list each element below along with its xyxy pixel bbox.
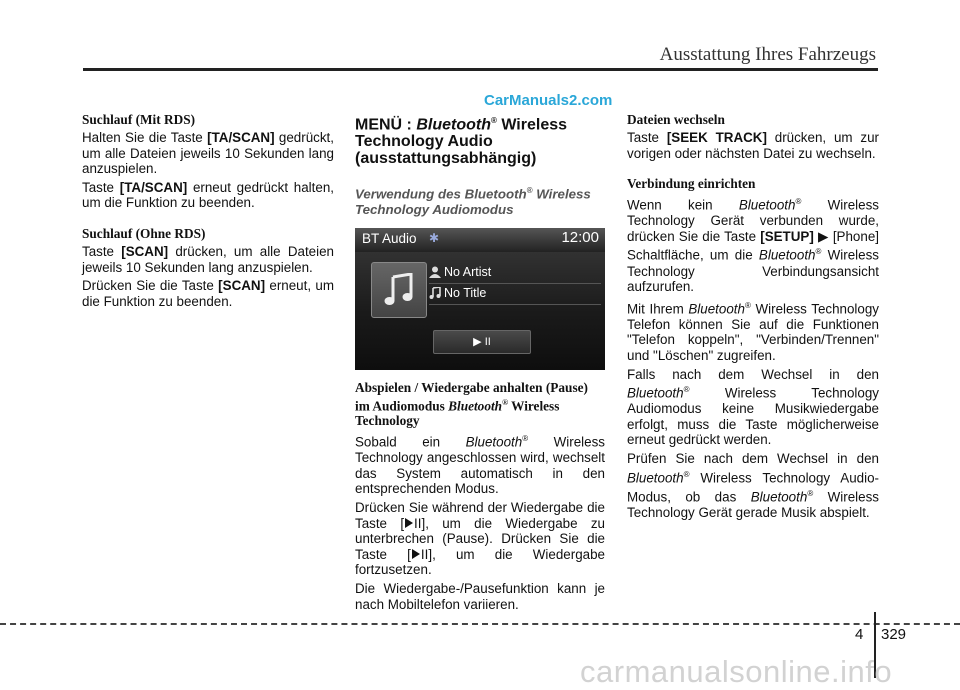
column-2 [355,112,605,615]
paragraph: Prüfen Sie nach dem Wechsel in den Bluetooth® Wireless Technology Audio-Modus, ob das Bluetooth® Wireless Technology Gerät gerade Musik abspielt. [627,450,879,520]
paragraph: Taste [SCAN] drücken, um alle Dateien jeweils 10 Sekunden lang anzuspielen. [82,243,334,275]
title-row: No Title [429,286,486,302]
heading-play-pause: Abspielen / Wiedergabe anhalten (Pause) im Audiomodus Bluetooth® Wireless Technology [355,379,588,429]
column-1 [82,112,334,312]
paragraph: Halten Sie die Taste [TA/SCAN] gedrückt, um alle Dateien jeweils 10 Sekunden lang anzuspielen. [82,130,334,177]
footer-dashed-rule [0,623,960,625]
page-number: 329 [881,626,907,643]
play-icon [405,518,413,528]
paragraph: Drücken Sie die Taste [SCAN] erneut, um die Funktion zu beenden. [82,278,334,309]
paragraph: Taste [SEEK TRACK] drücken, um zur vorigen oder nächsten Datei zu wechseln. [627,130,879,161]
play-icon [412,549,420,559]
paragraph: Drücken Sie während der Wiedergabe die Taste [ II], um die Wiedergabe zu unterbrechen (Pause). Drücken Sie die Taste [ II], um die Wiedergabe fortzusetzen. [355,500,605,578]
screen-title: BT Audio [362,230,417,246]
heading-suchlauf-ohne-rds: Suchlauf (Ohne RDS) [82,225,206,241]
paragraph: Mit Ihrem Bluetooth® Wireless Technology Telefon können Sie auf die Funktionen "Telefon koppeln", "Verbinden/Trennen" und "Löschen" zugreifen. [627,300,879,363]
note-icon [429,287,441,299]
album-art [371,262,427,318]
column-3 [627,112,879,523]
paragraph: Sobald ein Bluetooth® Wireless Technology angeschlossen wird, wechselt das System automatisch in den entsprechenden Modus. [355,434,605,497]
screen-divider [429,283,601,284]
play-pause-button[interactable]: ▶ II [433,330,531,354]
header-rule [83,68,878,71]
artist-row: No Artist [429,265,491,281]
paragraph: Taste [TA/SCAN] erneut gedrückt halten, um die Funktion zu beenden. [82,179,334,211]
bt-audio-screen [355,228,605,370]
heading-dateien-wechseln: Dateien wechseln [627,112,725,127]
heading-verbindung: Verbindung einrichten [627,176,756,192]
bluetooth-icon: ✱ [429,230,440,245]
paragraph: Falls nach dem Wechsel in den Bluetooth® Wireless Technology Audiomodus keine Musikwiedergabe erfolgt, muss die Taste möglicherweise erneut gedrückt werden. [627,366,879,448]
section-title: MENÜ : Bluetooth® Wireless Technology Audio (ausstattungsabhängig) [355,116,568,168]
paragraph: Wenn kein Bluetooth® Wireless Technology Gerät verbunden wurde, drücken Sie die Taste [SETUP] ▶ [Phone] Schaltfläche, um die Bluetooth® Wireless Technology Verbindungsansicht aufzurufen. [627,197,879,295]
screen-time: 12:00 [561,228,599,246]
subsection-title: Verwendung des Bluetooth® Wireless Technology Audiomodus [355,186,591,218]
watermark-top: CarManuals2.com [484,92,613,109]
paragraph: Die Wiedergabe-/Pausefunktion kann je nach Mobiltelefon variieren. [355,580,605,612]
person-icon [429,266,441,278]
heading-suchlauf-rds: Suchlauf (Mit RDS) [82,112,196,127]
screen-divider [429,304,601,305]
watermark-bottom: carmanualsonline.info [580,654,893,689]
chapter-number: 4 [855,626,864,643]
header-title: Ausstattung Ihres Fahrzeugs [659,44,876,65]
music-note-icon [384,273,414,307]
